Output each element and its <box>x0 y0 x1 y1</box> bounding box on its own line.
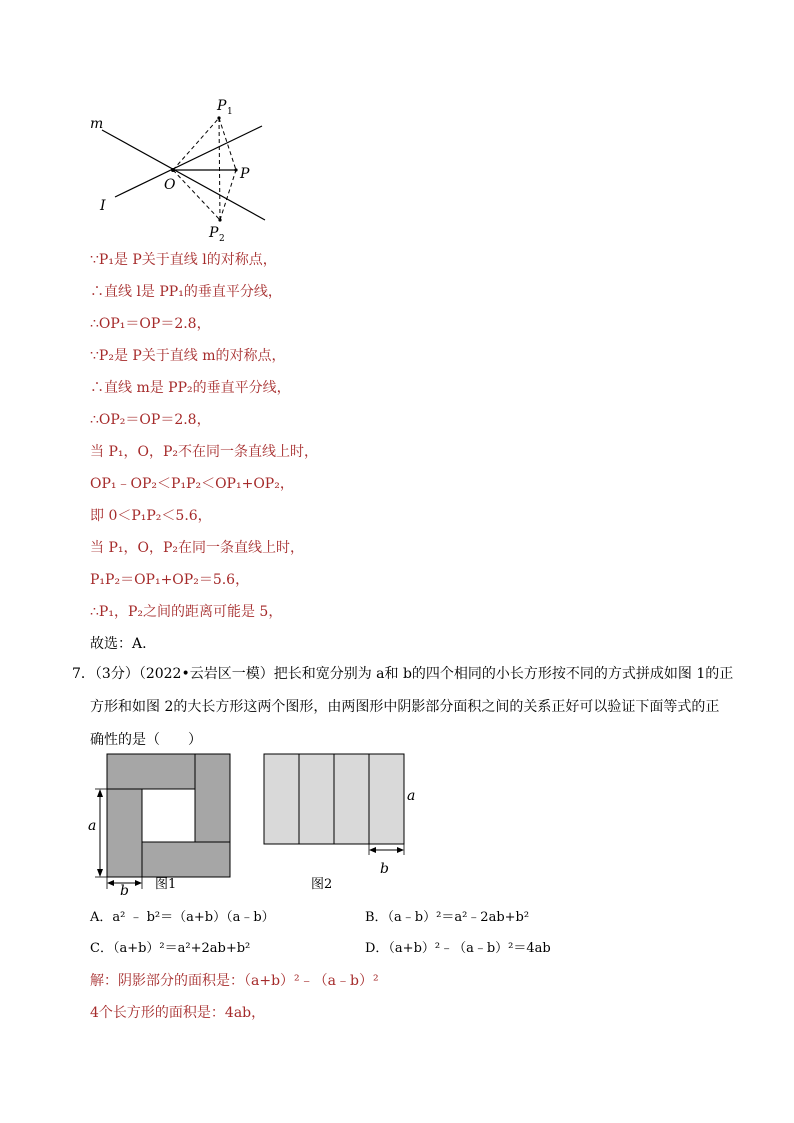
solution-line-9: 即 0＜P₁P₂＜5.6， <box>90 508 212 524</box>
label-p1: P <box>217 98 227 114</box>
dashed-o-p1 <box>173 118 219 170</box>
fig1-caption: 图1 <box>155 877 177 892</box>
label-p1-sub: 1 <box>227 107 233 117</box>
option-d[interactable]: D．（a+b）²﹣（a﹣b）²＝4ab <box>365 941 551 956</box>
q7-solution-line-1: 解：阴影部分的面积是：（a+b）²﹣（a﹣b）² <box>90 973 379 989</box>
dashed-o-p2 <box>173 170 220 220</box>
fig2-caption: 图2 <box>311 877 333 892</box>
fig1-right-rect <box>195 754 230 842</box>
dashed-p1-p2 <box>219 118 220 220</box>
point-p1 <box>217 116 220 119</box>
option-c[interactable]: C．（a+b）²＝a²+2ab+b² <box>90 941 251 956</box>
solution-line-2: ∴直线 l是 PP₁的垂直平分线， <box>90 284 282 300</box>
label-p2-sub: 2 <box>219 234 225 242</box>
dashed-p1-p <box>219 118 236 170</box>
fig2-label-b-text: b <box>380 861 389 877</box>
solution-line-3: ∴OP₁＝OP＝2.8， <box>90 316 211 332</box>
point-p2 <box>218 218 221 221</box>
solution-line-13: 故选：A. <box>90 636 147 652</box>
solution-line-8: OP₁﹣OP₂＜P₁P₂＜OP₁+OP₂， <box>90 476 294 492</box>
solution-line-5: ∴直线 m是 PP₂的垂直平分线， <box>90 380 291 396</box>
solution-line-12: ∴P₁，P₂之间的距离可能是 5， <box>90 604 283 620</box>
label-p: P <box>240 166 250 182</box>
question7-line-3: 确性的是（ ） <box>90 732 202 748</box>
geometry-figure <box>80 92 280 242</box>
fig1-top-rect <box>107 754 195 789</box>
option-a[interactable]: A．a² ﹣ b²＝（a+b）（a﹣b） <box>90 910 275 925</box>
q7-solution-line-2: 4个长方形的面积是：4ab， <box>90 1005 266 1021</box>
option-b[interactable]: B．（a﹣b）²＝a²﹣2ab+b² <box>365 910 530 925</box>
question7-line-1: 7．（3分）（2022•云岩区一模）把长和宽分别为 a和 b的四个相同的小长方形按不同的方式拼成如图 1的正 <box>72 666 734 682</box>
fig2-label-a: a <box>407 788 416 804</box>
solution-line-11: P₁P₂＝OP₁+OP₂＝5.6， <box>90 572 250 588</box>
label-p2: P <box>209 225 219 241</box>
fig2-rect-3 <box>334 754 369 844</box>
point-p <box>234 168 237 171</box>
solution-line-6: ∴OP₂＝OP＝2.8， <box>90 412 211 428</box>
question7-line-2: 方形和如图 2的大长方形这两个图形，由两图形中阴影部分面积之间的关系正好可以验证下面等式的正 <box>90 699 720 715</box>
fig1-bottom-rect <box>142 842 230 877</box>
fig1-label-a: a <box>88 818 97 834</box>
dashed-p2-p <box>220 170 236 220</box>
label-l: I <box>100 198 106 214</box>
fig2-rect-1 <box>264 754 299 844</box>
fig2-rect-2 <box>299 754 334 844</box>
fig1-label-b: b <box>120 883 129 897</box>
fig1-left-rect <box>107 789 142 877</box>
label-o: O <box>164 177 176 193</box>
solution-line-4: ∵P₂是 P关于直线 m的对称点， <box>90 348 286 364</box>
label-m: m <box>90 116 104 132</box>
fig2-rect-4 <box>369 754 404 844</box>
solution-line-7: 当 P₁，O，P₂不在同一条直线上时， <box>90 444 318 460</box>
point-o <box>171 168 175 172</box>
solution-line-1: ∵P₁是 P关于直线 l的对称点， <box>90 252 277 268</box>
fig1-inner-square <box>142 789 195 842</box>
solution-line-10: 当 P₁，O，P₂在同一条直线上时， <box>90 540 304 556</box>
figure-2 <box>262 752 422 862</box>
